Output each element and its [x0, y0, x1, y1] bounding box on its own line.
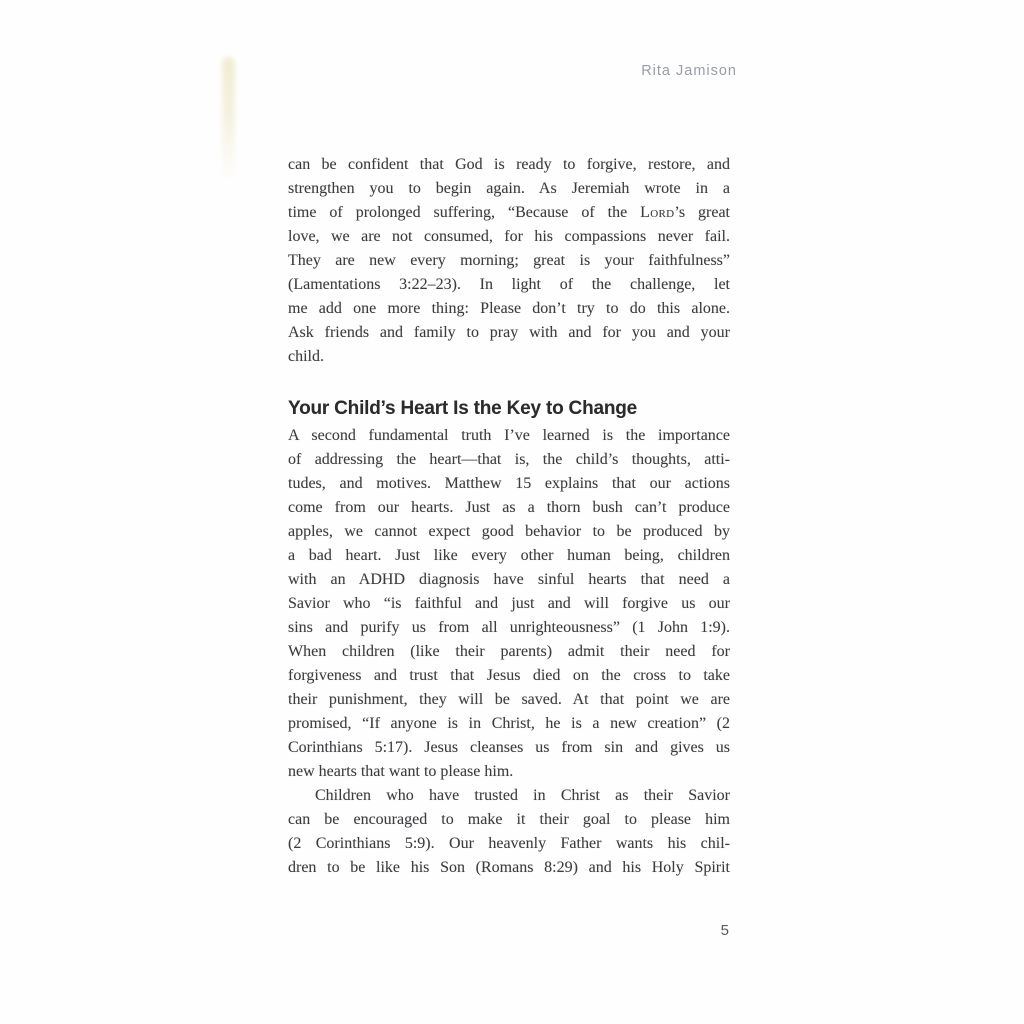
text-line: tudes, and motives. Matthew 15 explains that our actions [288, 475, 730, 492]
text-line: promised, “If anyone is in Christ, he is a new creation” (2 [288, 715, 730, 732]
text-line: Savior who “is faithful and just and will forgive us our [288, 595, 730, 612]
text-line: Corinthians 5:17). Jesus cleanses us from sin and gives us [288, 739, 730, 756]
text-segment: ’s great [674, 204, 730, 221]
text-line: When children (like their parents) admit their need for [288, 643, 730, 660]
text-line: me add one more thing: Please don’t try to do this alone. [288, 300, 730, 317]
text-line: their punishment, they will be saved. At that point we are [288, 691, 730, 708]
paragraph [288, 784, 730, 880]
text-line [288, 201, 730, 225]
text-segment: time of prolonged suffering, “Because of the [288, 204, 641, 221]
text-line: new hearts that want to please him. [288, 763, 514, 780]
text-line: love, we are not consumed, for his compassions never fail. [288, 228, 730, 245]
text-line: Ask friends and family to pray with and for you and your [288, 324, 730, 341]
text-line: (Lamentations 3:22–23). In light of the challenge, let [288, 276, 730, 293]
page-edge-artifact [222, 57, 235, 182]
text-line: of addressing the heart—that is, the child’s thoughts, atti- [288, 451, 730, 468]
text-line: Children who have trusted in Christ as their Savior [315, 787, 730, 804]
running-header-author: Rita Jamison [641, 63, 737, 79]
text-line: can be encouraged to make it their goal to please him [288, 811, 730, 828]
text-line: can be confident that God is ready to forgive, restore, and [288, 156, 730, 173]
text-line: with an ADHD diagnosis have sinful hearts that need a [288, 571, 730, 588]
text-line: a bad heart. Just like every other human being, children [288, 547, 730, 564]
text-line: They are new every morning; great is your faithfulness” [288, 252, 730, 269]
section-heading: Your Child’s Heart Is the Key to Change [288, 398, 638, 419]
text-line: come from our hearts. Just as a thorn bush can’t produce [288, 499, 730, 516]
text-line: strengthen you to begin again. As Jeremiah wrote in a [288, 180, 730, 197]
text-line: sins and purify us from all unrighteousness” (1 John 1:9). [288, 619, 730, 636]
text-line: apples, we cannot expect good behavior to be produced by [288, 523, 730, 540]
text-line: dren to be like his Son (Romans 8:29) and his Holy Spirit [288, 859, 730, 876]
smallcaps-text: Lord [640, 204, 675, 221]
text-line: forgiveness and trust that Jesus died on the cross to take [288, 667, 730, 684]
text-line: (2 Corinthians 5:9). Our heavenly Father wants his chil- [288, 835, 730, 852]
text-line: A second fundamental truth I’ve learned is the importance [288, 427, 730, 444]
paragraph [288, 424, 730, 784]
text-line: child. [288, 348, 324, 365]
page-number: 5 [720, 922, 729, 939]
paragraph [288, 153, 730, 369]
text-column [288, 153, 730, 880]
